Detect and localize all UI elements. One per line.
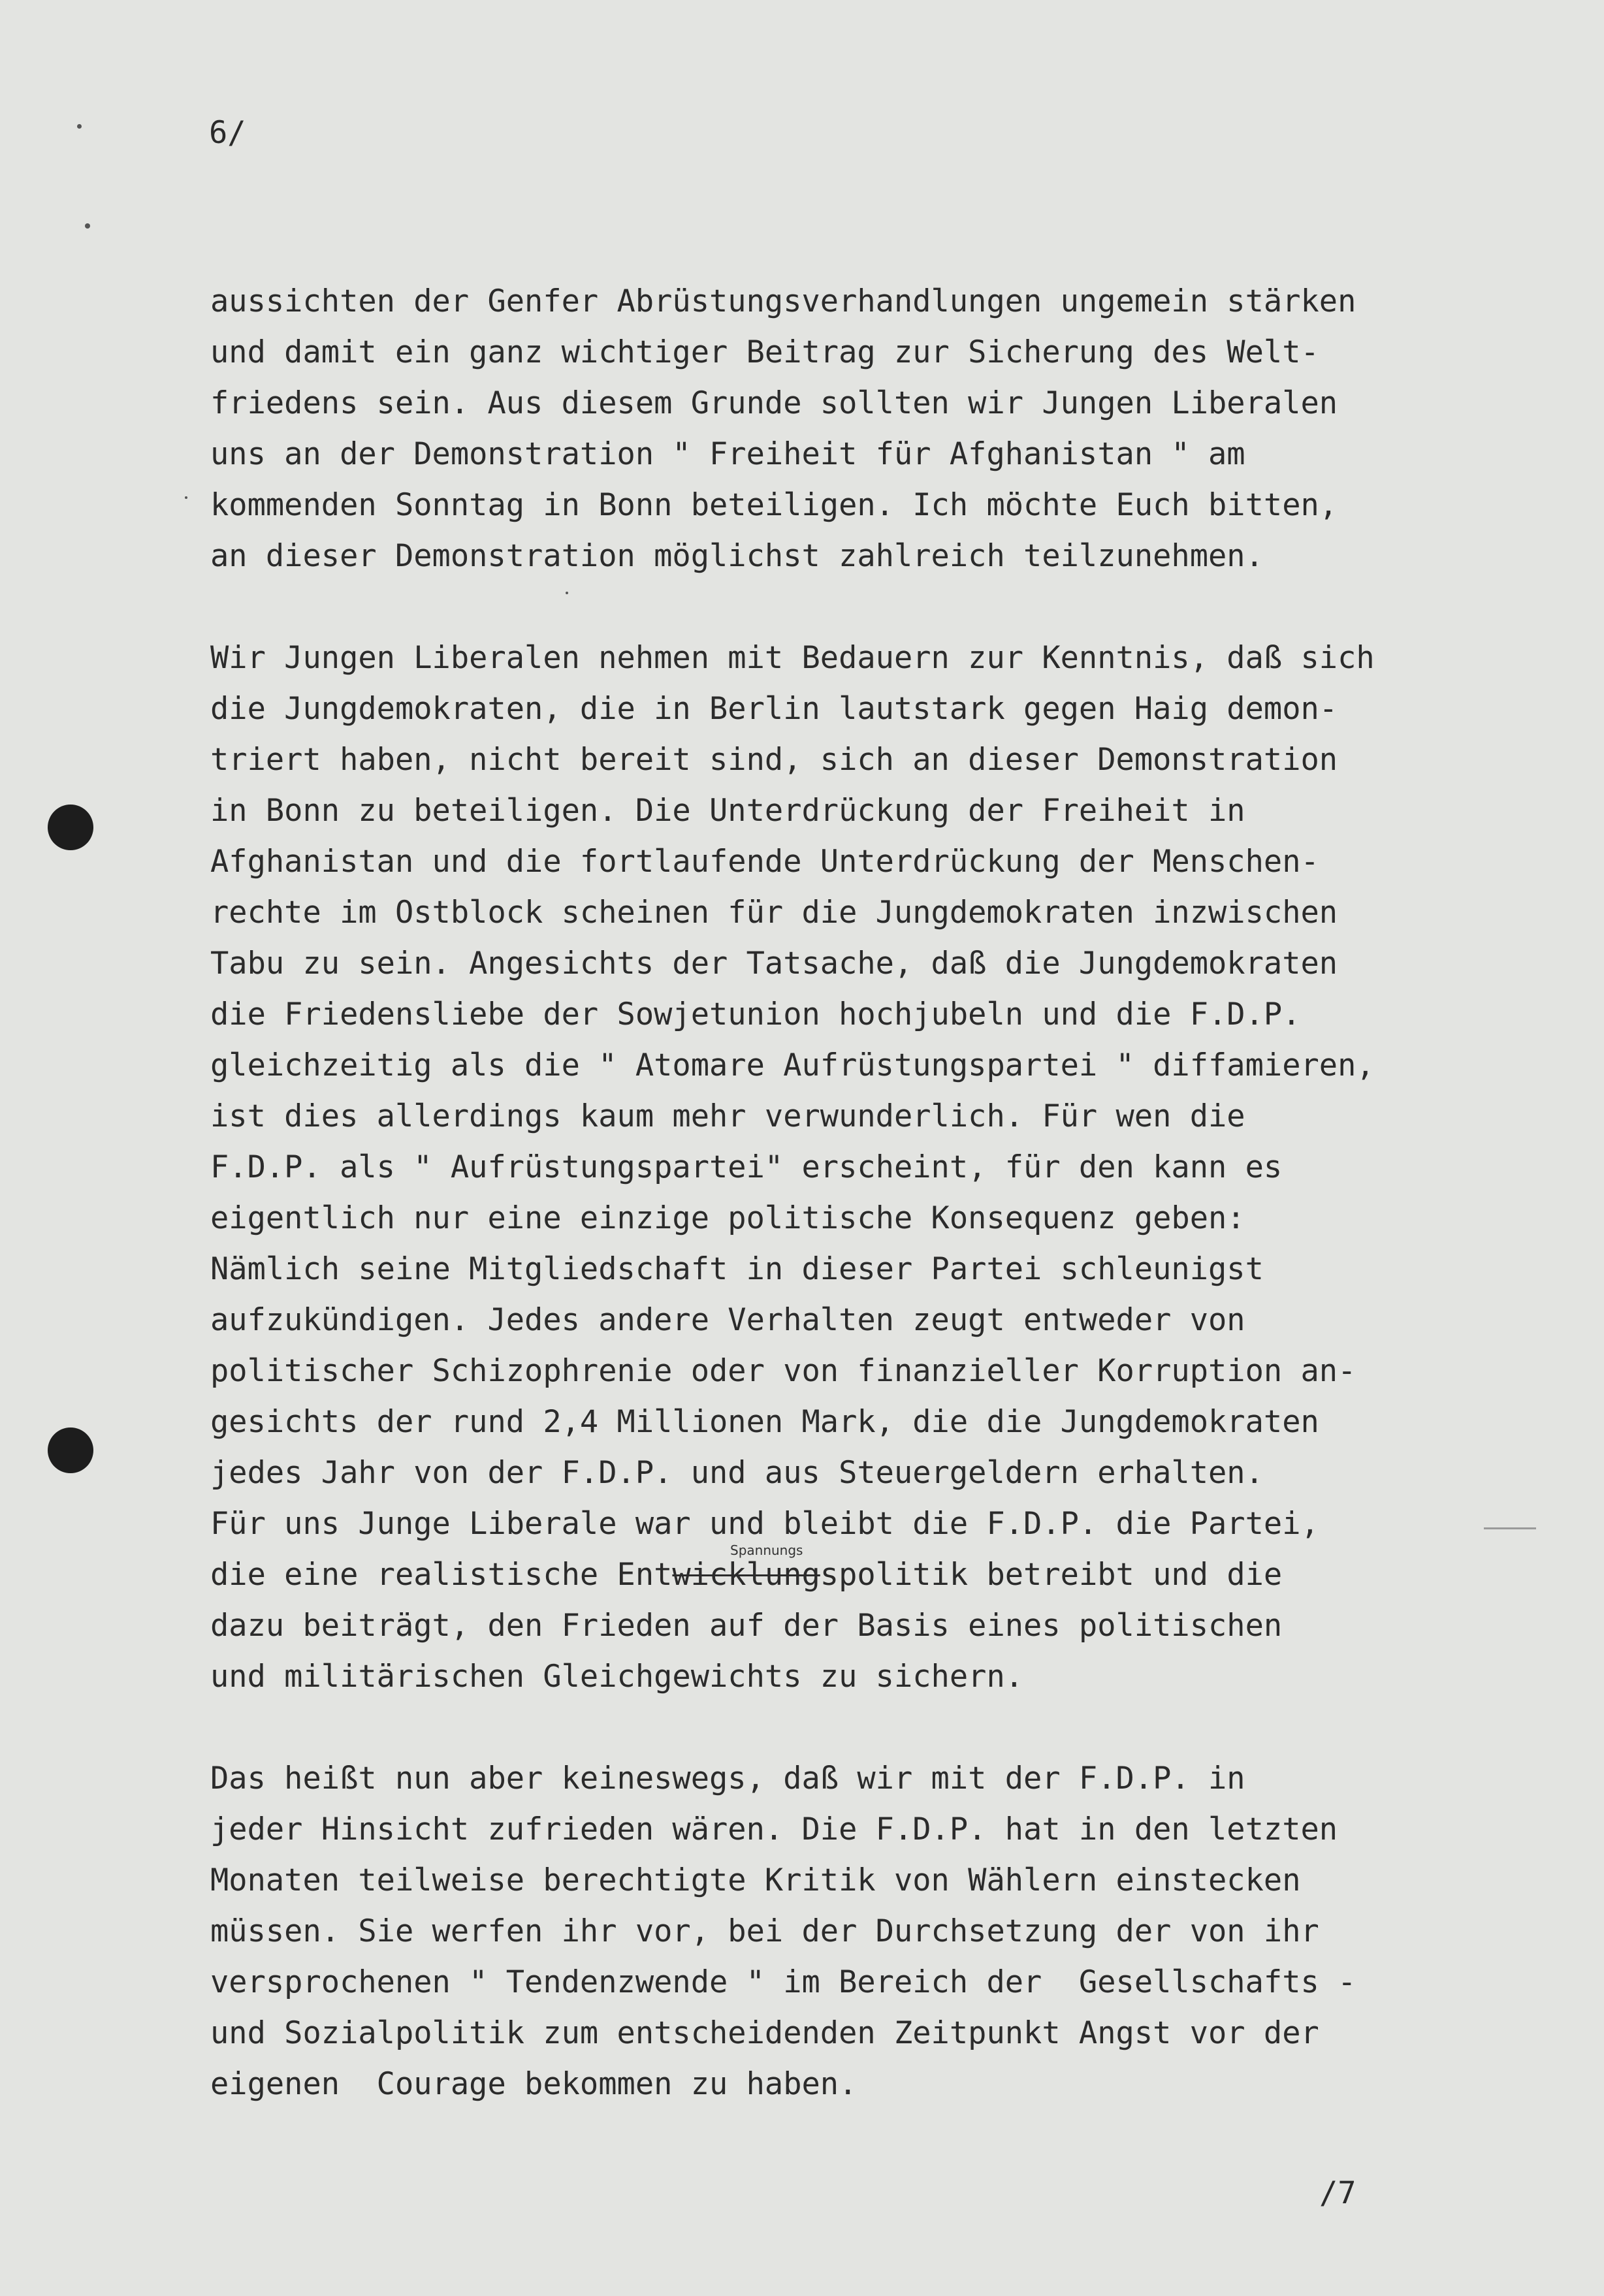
correction-after: spolitik betreibt und die [820, 1557, 1283, 1593]
text-line: rechte im Ostblock scheinen für die Jungdemokraten inzwischen [210, 895, 1338, 931]
margin-dash [1484, 1527, 1536, 1529]
punch-hole-lower [48, 1427, 93, 1473]
text-line: triert haben, nicht bereit sind, sich an dieser Demonstration [210, 742, 1338, 778]
text-line: Das heißt nun aber keineswegs, daß wir mit der F.D.P. in [210, 1761, 1245, 1796]
text-line: versprochenen " Tendenzwende " im Bereich der Gesellschafts - [210, 1964, 1356, 2000]
text-line: gleichzeitig als die " Atomare Aufrüstungspartei " diffamieren, [210, 1047, 1375, 1083]
text-line: friedens sein. Aus diesem Grunde sollten wir Jungen Liberalen [210, 385, 1338, 421]
text-line: Afghanistan und die fortlaufende Unterdrückung der Menschen- [210, 844, 1319, 880]
margin-speck [85, 223, 90, 229]
text-line: jedes Jahr von der F.D.P. und aus Steuergeldern erhalten. [210, 1455, 1264, 1491]
correction-before: die eine realistische Ent [210, 1557, 673, 1593]
text-line: die Jungdemokraten, die in Berlin lautstark gegen Haig demon- [210, 691, 1338, 727]
text-line: ist dies allerdings kaum mehr verwunderlich. Für wen die [210, 1098, 1245, 1134]
text-line: und Sozialpolitik zum entscheidenden Zeitpunkt Angst vor der [210, 2015, 1319, 2051]
text-line: aussichten der Genfer Abrüstungsverhandlungen ungemein stärken [210, 283, 1356, 319]
text-line: Für uns Junge Liberale war und bleibt die F.D.P. die Partei, [210, 1506, 1319, 1542]
text-line: eigenen Courage bekommen zu haben. [210, 2066, 858, 2102]
text-line: die Friedensliebe der Sowjetunion hochjubeln und die F.D.P. [210, 997, 1301, 1032]
text-line: Monaten teilweise berechtigte Kritik von Wählern einstecken [210, 1862, 1301, 1898]
text-line: kommenden Sonntag in Bonn beteiligen. Ich möchte Euch bitten, [210, 487, 1338, 523]
text-line: politischer Schizophrenie oder von finanzieller Korruption an- [210, 1353, 1356, 1389]
text-line-with-correction [210, 1557, 1283, 1593]
text-line: uns an der Demonstration " Freiheit für Afghanistan " am [210, 436, 1245, 472]
page-number: 6/ [209, 115, 246, 151]
punch-hole-upper [48, 805, 93, 850]
handwritten-insertion: Spannungs [730, 1542, 803, 1558]
text-line: dazu beiträgt, den Frieden auf der Basis eines politischen [210, 1608, 1283, 1644]
text-line: Tabu zu sein. Angesichts der Tatsache, daß die Jungdemokraten [210, 946, 1338, 981]
text-line: und militärischen Gleichgewichts zu sichern. [210, 1659, 1024, 1695]
text-line: F.D.P. als " Aufrüstungspartei" erscheint, für den kann es [210, 1149, 1283, 1185]
next-page-marker: /7 [1319, 2175, 1356, 2211]
text-line: eigentlich nur eine einzige politische Konsequenz geben: [210, 1200, 1245, 1236]
text-line: gesichts der rund 2,4 Millionen Mark, die die Jungdemokraten [210, 1404, 1319, 1440]
text-line: an dieser Demonstration möglichst zahlreich teilzunehmen. [210, 538, 1264, 574]
margin-speck [185, 496, 187, 499]
text-line: in Bonn zu beteiligen. Die Unterdrückung der Freiheit in [210, 793, 1245, 829]
text-line: aufzukündigen. Jedes andere Verhalten zeugt entweder von [210, 1302, 1245, 1338]
text-line: müssen. Sie werfen ihr vor, bei der Durchsetzung der von ihr [210, 1913, 1319, 1949]
text-line: jeder Hinsicht zufrieden wären. Die F.D.P. hat in den letzten [210, 1811, 1338, 1847]
text-line: und damit ein ganz wichtiger Beitrag zur Sicherung des Welt- [210, 334, 1319, 370]
margin-speck [566, 592, 568, 594]
text-line: Nämlich seine Mitgliedschaft in dieser Partei schleunigst [210, 1251, 1264, 1287]
margin-speck [77, 124, 82, 129]
text-line: Wir Jungen Liberalen nehmen mit Bedauern zur Kenntnis, daß sich [210, 640, 1375, 676]
struck-word: wicklung [672, 1557, 820, 1593]
